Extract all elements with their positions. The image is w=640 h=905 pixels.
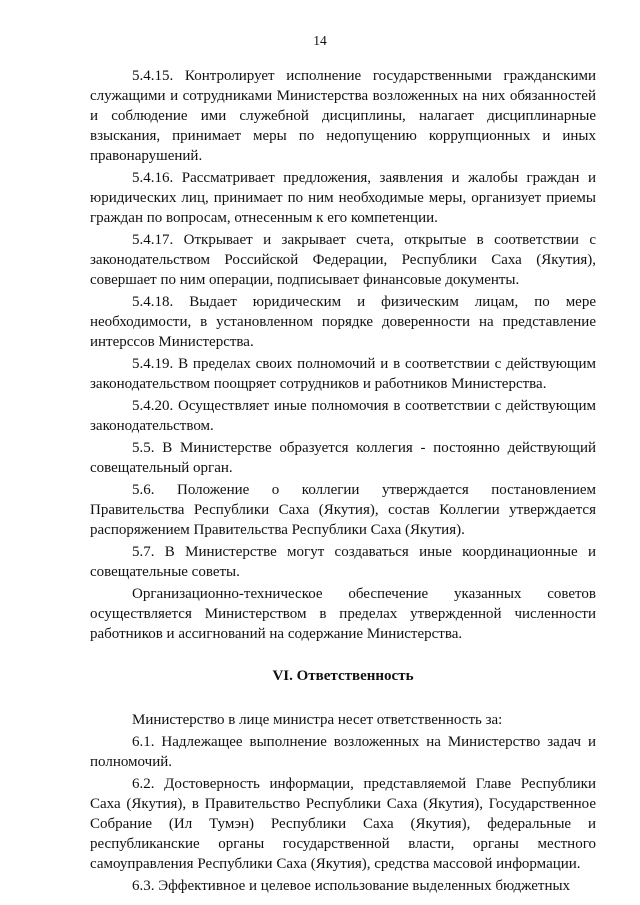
paragraph-responsibility-intro: Министерство в лице министра несет ответственность за:	[132, 712, 503, 728]
paragraph-5-4-19: 5.4.19. В пределах своих полномочий и в соответствии с действующим законодательством поощряет сотрудников и работников Министерства.	[90, 356, 596, 392]
page-number: 14	[313, 33, 327, 48]
paragraph-5-4-15: 5.4.15. Контролирует исполнение государственными гражданскими служащими и сотрудниками Министерства возложенных на них обязанностей и соблюдение ими служебной дисциплины, налагает дисциплинарные взыскания, принимает меры по недопущению коррупционных и иных правонарушений.	[90, 68, 596, 164]
paragraph-6-1: 6.1. Надлежащее выполнение возложенных на Министерство задач и полномочий.	[90, 734, 596, 770]
paragraph-5-7: 5.7. В Министерстве могут создаваться иные координационные и совещательные советы.	[90, 544, 596, 580]
paragraph-5-4-18: 5.4.18. Выдает юридическим и физическим лицам, по мере необходимости, в установленном порядке доверенности на представление интерссов Министерства.	[90, 294, 596, 350]
paragraph-6-2: 6.2. Достоверность информации, представляемой Главе Республики Саха (Якутия), в Правительство Республики Саха (Якутия), Государственное Собрание (Ил Тумэн) Республики Саха (Якутия), федеральные и республиканские органы государственной власти, органы местного самоуправления Республики Саха (Якутия), средства массовой информации.	[90, 776, 596, 872]
paragraph-councils-support: Организационно-техническое обеспечение указанных советов осуществляется Министерством в пределах утвержденной численности работников и ассигнований на содержание Министерства.	[90, 586, 596, 642]
paragraph-5-5: 5.5. В Министерстве образуется коллегия - постоянно действующий совещательный орган.	[90, 440, 596, 476]
section-heading: VI. Ответственность	[272, 668, 414, 684]
paragraph-5-6: 5.6. Положение о коллегии утверждается постановлением Правительства Республики Саха (Якутия), состав Коллегии утверждается распоряжением Правительства Республики Саха (Якутия).	[90, 482, 596, 538]
paragraph-5-4-20: 5.4.20. Осуществляет иные полномочия в соответствии с действующим законодательством.	[90, 398, 596, 434]
paragraph-6-3: 6.3. Эффективное и целевое использование выделенных бюджетных	[132, 878, 571, 894]
paragraph-5-4-16: 5.4.16. Рассматривает предложения, заявления и жалобы граждан и юридических лиц, принимает по ним необходимые меры, организует приемы граждан по вопросам, отнесенным к его компетенции.	[90, 170, 596, 226]
paragraph-5-4-17: 5.4.17. Открывает и закрывает счета, открытые в соответствии с законодательством Российской Федерации, Республики Саха (Якутия), совершает по ним операции, подписывает финансовые документы.	[90, 232, 596, 288]
document-body	[90, 66, 596, 898]
